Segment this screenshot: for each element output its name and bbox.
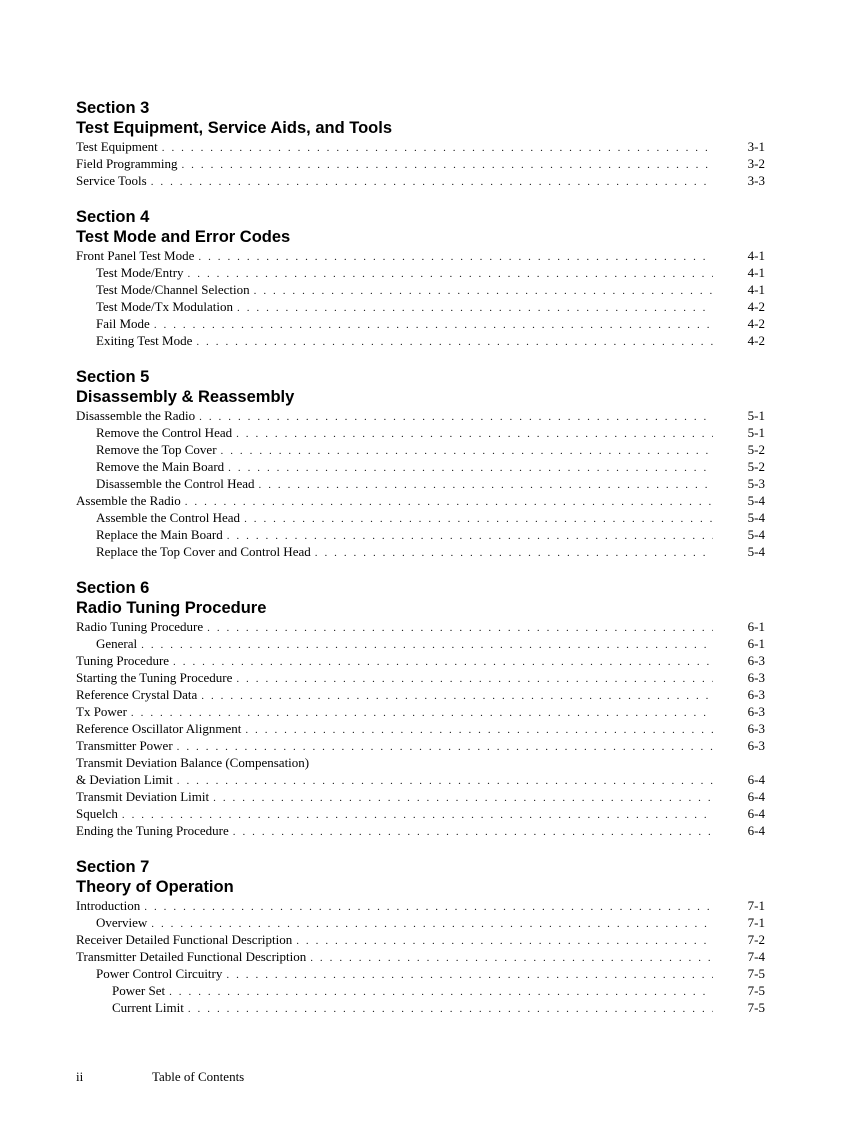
toc-entry-label: Starting the Tuning Procedure [76,670,233,685]
toc-entry-page: 6-3 [747,704,765,719]
toc-entry[interactable] [76,407,765,424]
toc-entry[interactable] [76,332,765,349]
toc-entry-page: 3-3 [747,173,765,188]
section-number: Section 3 [76,99,150,117]
toc-entry-page: 6-3 [747,670,765,685]
section-title: Test Mode and Error Codes [76,228,291,246]
toc-entry-label: Front Panel Test Mode [76,248,195,263]
toc-entry[interactable] [76,720,765,737]
dot-leader [185,494,713,511]
toc-entry-page: 6-1 [747,619,765,634]
toc-entry-page: 5-1 [747,425,765,440]
toc-entry-page: 6-4 [747,806,765,821]
toc-entry-label: Squelch [76,806,118,821]
toc-entry-page: 6-4 [747,772,765,787]
section-number: Section 4 [76,208,150,226]
toc-entry[interactable] [76,155,765,172]
toc-entry-label: Disassemble the Control Head [96,476,255,491]
toc-entry-label: Current Limit [112,1000,184,1015]
toc-entry-label: Power Control Circuitry [96,966,223,981]
toc-section [76,98,765,189]
toc-entry[interactable] [76,999,765,1016]
section-number: Section 5 [76,368,150,386]
dot-leader [245,722,713,739]
dot-leader [226,967,713,984]
toc-entry-label: Receiver Detailed Functional Description [76,932,293,947]
toc-entry-label: Reference Crystal Data [76,687,198,702]
toc-entry-label: Transmitter Detailed Functional Description [76,949,307,964]
toc-entry-label: Disassemble the Radio [76,408,196,423]
toc-entry-page: 5-4 [747,544,765,559]
dot-leader [254,283,713,300]
toc-entry[interactable] [76,618,765,635]
toc-section [76,857,765,1016]
toc-entry[interactable] [76,948,765,965]
toc-entry-label: Tuning Procedure [76,653,170,668]
dot-leader [162,140,713,157]
toc-entry-page: 7-1 [747,915,765,930]
toc-entry-label: General [96,636,138,651]
toc-entry-page: 5-3 [747,476,765,491]
toc-entry-label: Test Mode/Channel Selection [96,282,250,297]
toc-entry-label: Assemble the Control Head [96,510,241,525]
toc-section [76,367,765,560]
toc-entry-page: 6-1 [747,636,765,651]
toc-entry[interactable] [76,475,765,492]
toc-entry-page: 5-4 [747,527,765,542]
toc-entry-page: 4-2 [747,299,765,314]
toc-entry-label: Test Mode/Entry [96,265,184,280]
toc-entry[interactable] [76,897,765,914]
toc-entry-page: 6-3 [747,653,765,668]
toc-entry-label: Tx Power [76,704,127,719]
dot-leader [221,443,713,460]
dot-leader [196,334,713,351]
toc-entry-page: 3-2 [747,156,765,171]
toc-entry-label: Reference Oscillator Alignment [76,721,242,736]
dot-leader [154,317,713,334]
section-title: Theory of Operation [76,878,234,896]
toc-entry-label: Ending the Tuning Procedure [76,823,229,838]
section-number: Section 7 [76,858,150,876]
toc-entry-label: Remove the Main Board [96,459,225,474]
toc-entry[interactable] [76,652,765,669]
dot-leader [207,620,713,637]
dot-leader [181,157,713,174]
toc-entry-label: Introduction [76,898,141,913]
dot-leader [244,511,713,528]
toc-entry-page: 4-1 [747,282,765,297]
section-title: Test Equipment, Service Aids, and Tools [76,119,393,137]
toc-entry[interactable] [76,788,765,805]
toc-entry[interactable] [76,771,765,788]
toc-entry-label: Replace the Top Cover and Control Head [96,544,311,559]
toc-entry[interactable] [76,931,765,948]
toc-section [76,578,765,839]
dot-leader [233,824,713,841]
toc-entry[interactable] [76,805,765,822]
toc-entry-page: 7-5 [747,966,765,981]
toc-entry[interactable] [76,172,765,189]
toc-entry-label: Test Equipment [76,139,158,154]
toc-entry-label: Service Tools [76,173,147,188]
toc-entry-page: 5-2 [747,442,765,457]
dot-leader [310,950,713,967]
toc-entry[interactable] [76,754,765,771]
dot-leader [228,460,713,477]
toc-entry[interactable] [76,509,765,526]
toc-entry-label: Field Programming [76,156,178,171]
toc-entry-page: 7-5 [747,983,765,998]
toc-entry-page: 4-1 [747,248,765,263]
dot-leader [151,174,713,191]
toc-entry-label: Test Mode/Tx Modulation [96,299,234,314]
toc-entry-label: Overview [96,915,148,930]
dot-leader [177,773,713,790]
footer-page-number: ii [76,1069,84,1084]
toc-entry[interactable] [76,492,765,509]
toc-entry-page: 6-3 [747,738,765,753]
toc-entry[interactable] [76,298,765,315]
dot-leader [141,637,713,654]
toc-entry-label: Remove the Top Cover [96,442,217,457]
toc-entry-page: 7-4 [747,949,765,964]
toc-entry-page: 7-5 [747,1000,765,1015]
page-footer [76,1069,244,1085]
toc-entry-page: 7-1 [747,898,765,913]
dot-leader [144,899,713,916]
dot-leader [188,266,713,283]
dot-leader [199,409,713,426]
dot-leader [259,477,714,494]
section-title: Radio Tuning Procedure [76,599,267,617]
toc-entry[interactable] [76,686,765,703]
toc-entry[interactable] [76,264,765,281]
toc-entry[interactable] [76,315,765,332]
toc-entry[interactable] [76,982,765,999]
toc-entry[interactable] [76,543,765,560]
toc-entry-page: 6-4 [747,789,765,804]
dot-leader [188,1001,713,1018]
toc-entry-label: Fail Mode [96,316,150,331]
toc-entry-page: 4-2 [747,333,765,348]
toc-entry-page: 5-4 [747,493,765,508]
toc-entry-page: 7-2 [747,932,765,947]
toc-entry-page: 5-2 [747,459,765,474]
toc-entry-page: 5-4 [747,510,765,525]
dot-leader [198,249,713,266]
toc-entry-page: 6-3 [747,687,765,702]
toc-entry-page: 3-1 [747,139,765,154]
toc-entry[interactable] [76,914,765,931]
toc-entry[interactable] [76,138,765,155]
toc-entry[interactable] [76,247,765,264]
toc-entry[interactable] [76,424,765,441]
toc-entry-label: Transmitter Power [76,738,173,753]
dot-leader [236,671,713,688]
dot-leader [169,984,713,1001]
section-title: Disassembly & Reassembly [76,388,295,406]
table-of-contents [76,98,765,1034]
dot-leader [236,426,713,443]
toc-entry-page: 6-3 [747,721,765,736]
toc-entry[interactable] [76,965,765,982]
toc-entry-label: & Deviation Limit [76,772,173,787]
dot-leader [213,790,713,807]
toc-entry[interactable] [76,703,765,720]
toc-entry[interactable] [76,822,765,839]
toc-entry-page: 6-4 [747,823,765,838]
toc-entry[interactable] [76,281,765,298]
dot-leader [237,300,713,317]
toc-entry-page: 4-2 [747,316,765,331]
toc-entry-page: 5-1 [747,408,765,423]
toc-entry-label: Replace the Main Board [96,527,223,542]
toc-entry-label: Transmit Deviation Limit [76,789,210,804]
toc-entry[interactable] [76,526,765,543]
toc-entry[interactable] [76,737,765,754]
dot-leader [201,688,713,705]
dot-leader [296,933,713,950]
toc-entry-label: Transmit Deviation Balance (Compensation) [76,755,310,770]
toc-section [76,207,765,349]
footer-title: Table of Contents [152,1069,245,1084]
toc-entry-label: Exiting Test Mode [96,333,193,348]
toc-entry-label: Radio Tuning Procedure [76,619,204,634]
toc-entry[interactable] [76,458,765,475]
toc-entry-label: Assemble the Radio [76,493,181,508]
dot-leader [173,654,713,671]
toc-entry-label: Remove the Control Head [96,425,233,440]
toc-entry-page: 4-1 [747,265,765,280]
toc-entry-label: Power Set [112,983,166,998]
toc-entry[interactable] [76,441,765,458]
toc-entry[interactable] [76,669,765,686]
dot-leader [315,545,713,562]
toc-entry[interactable] [76,635,765,652]
section-number: Section 6 [76,579,150,597]
